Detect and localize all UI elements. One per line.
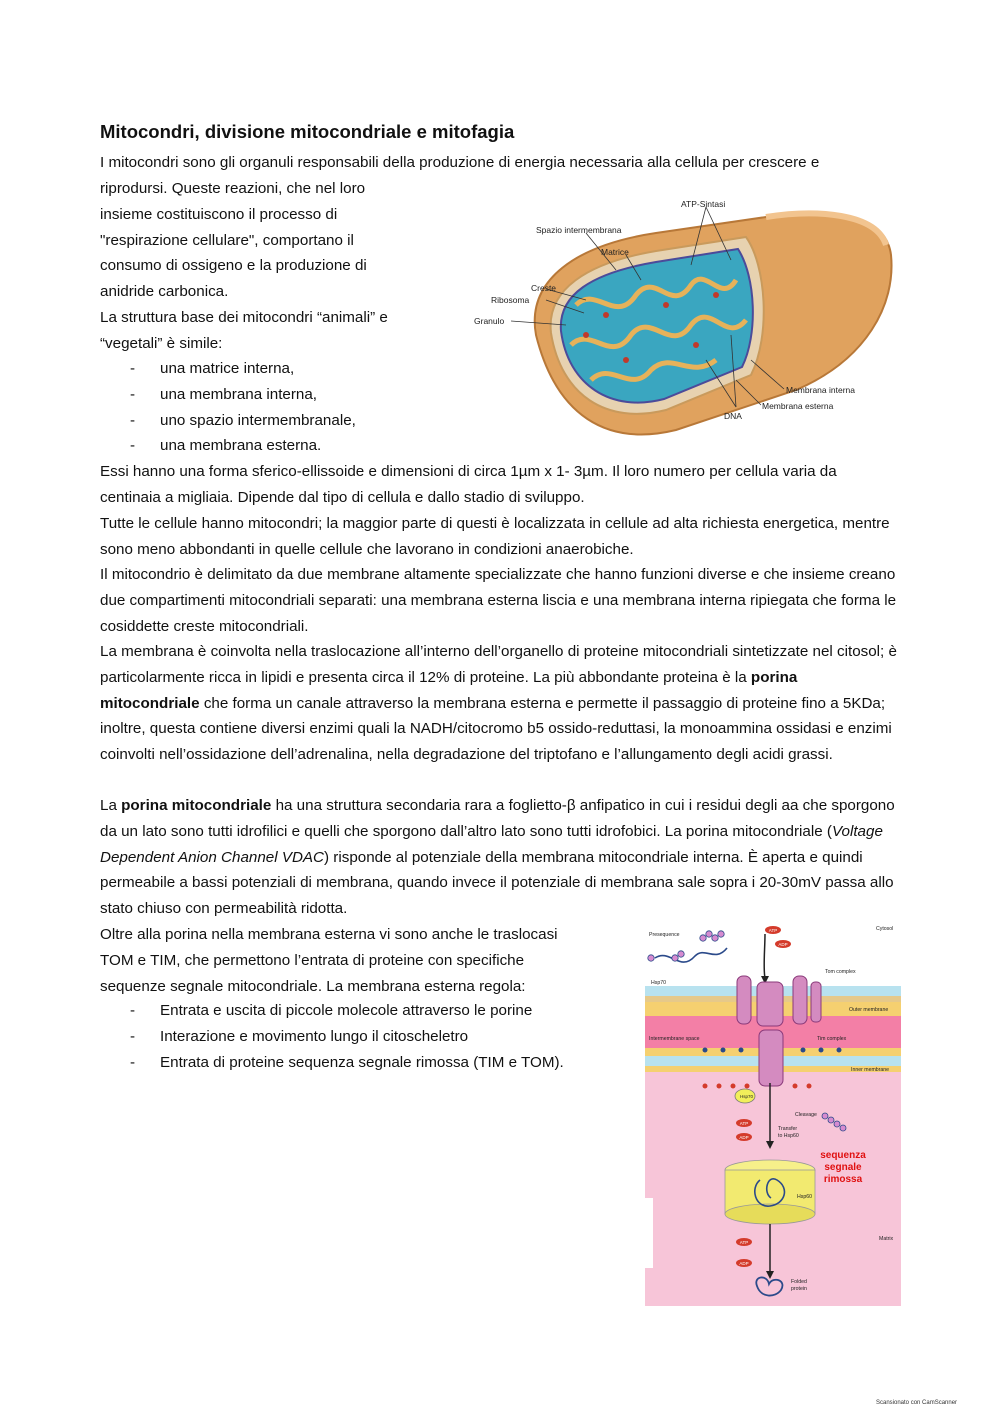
- vdac-text-c: ) risponde al potenziale della membrana mitocondriale interna. È aperta e quindi permeabile a bassi potenziali di membrana, quando invece il potenziale di membrana sale sopra i 20-30mV passa allo stato chiuso con permeabilità ridotta.: [100, 848, 894, 918]
- label-ribosoma: Ribosoma: [491, 295, 530, 305]
- label-dna: DNA: [724, 411, 742, 421]
- outer-membrane-list: [100, 998, 564, 1075]
- label-segnale: segnale: [824, 1162, 862, 1173]
- label-spazio-intermembrana: Spazio intermembrana: [536, 225, 622, 235]
- page-title: Mitocondri, divisione mitocondriale e mitofagia: [100, 121, 515, 142]
- label-atp-2: ATP: [739, 1121, 749, 1126]
- intro-line-5: anidride carbonica.: [100, 283, 229, 301]
- intro-line: I mitocondri sono gli organuli responsabili della produzione di energia necessaria alla cellula per crescere e: [100, 154, 820, 171]
- protein-import-diagram: [645, 918, 901, 1306]
- vdac-italic: Voltage Dependent Anion Channel VDAC: [100, 822, 883, 866]
- label-tim-complex: Tim complex: [817, 1036, 847, 1042]
- porin-bold: porina mitocondriale: [100, 668, 798, 712]
- vdac-text-b: ha una struttura secondaria rara a foglietto-β anfipatico in cui i residui degli aa che sporgono da un lato sono tutti idrofilici e quelli che sporgono dall’altro lato sono tutti idrofobici. La porina mitocondriale (: [100, 797, 895, 840]
- intro-line-7: “vegetali” è simile:: [100, 334, 223, 352]
- label-hsp70-top: Hsp70: [651, 980, 666, 986]
- label-folded: Folded: [791, 1279, 807, 1285]
- label-granulo: Granulo: [474, 316, 505, 326]
- label-cleavage: Cleavage: [795, 1112, 817, 1118]
- paragraph-cells: Tutte le cellule hanno mitocondri; la maggior parte di questi è localizzata in cellule ad alta richiesta energetica, mentre sono meno abbondanti in quelle cellule che lavorano in condizioni anaerobiche.: [100, 515, 890, 558]
- label-atp-sintasi: ATP-Sintasi: [681, 199, 726, 209]
- paragraph-porin: [100, 639, 900, 768]
- porin-text-a: La membrana è coinvolta nella traslocazione all’interno dell’organello di proteine mitocondriali sintetizzate nel citosol; è particolarmente ricca in lipidi e presenta circa il 12% di proteine. La più abbondante proteina è la: [100, 643, 897, 686]
- label-transfer: Transfer: [778, 1126, 798, 1132]
- label-hsp60: Hsp60: [797, 1194, 812, 1200]
- mitochondrion-diagram: [466, 185, 900, 443]
- label-adp-3: ADP: [739, 1261, 749, 1266]
- label-atp-3: ATP: [739, 1240, 749, 1245]
- label-tom-complex: Tom complex: [825, 969, 856, 975]
- label-atp-1: ATP: [768, 928, 778, 933]
- label-rimossa: rimossa: [823, 1174, 863, 1185]
- structure-list: [100, 356, 356, 459]
- label-creste: Creste: [531, 283, 557, 293]
- intro-line-6: La struttura base dei mitocondri “animali” e: [100, 308, 388, 326]
- label-protein: protein: [791, 1286, 807, 1292]
- label-membrana-esterna: Membrana esterna: [762, 401, 834, 411]
- label-to-hsp60: to Hsp60: [778, 1133, 799, 1139]
- intro-line-3: "respirazione cellulare", comportano il: [100, 231, 354, 249]
- intro-wrap: [100, 176, 460, 357]
- list-item: - una membrana esterna.: [100, 433, 356, 459]
- label-adp-1: ADP: [778, 942, 788, 947]
- list-item: - Interazione e movimento lungo il citoscheletro: [100, 1024, 564, 1050]
- label-intermembrane-space: Intermembrane space: [649, 1036, 700, 1042]
- translocase-wrap: [100, 922, 640, 999]
- label-membrana-interna: Membrana interna: [786, 385, 855, 395]
- intro-line-4: consumo di ossigeno e la produzione di: [100, 257, 367, 275]
- label-presequence: Presequence: [649, 932, 680, 938]
- translocase-line-1: Oltre alla porina nella membrana esterna vi sono anche le traslocasi: [100, 926, 558, 943]
- list-item: - Entrata e uscita di piccole molecole attraverso le porine: [100, 998, 564, 1024]
- label-cytosol: Cytosol: [876, 926, 894, 932]
- scanner-footer: Scansionato con CamScanner: [876, 1400, 958, 1406]
- label-matrix: Matrix: [879, 1236, 894, 1242]
- label-adp-2: ADP: [739, 1135, 749, 1140]
- list-item: - uno spazio intermembranale,: [100, 408, 356, 434]
- label-sequenza: sequenza: [820, 1150, 866, 1161]
- vdac-text-a: La: [100, 797, 122, 814]
- intro-line-2: insieme costituiscono il processo di: [100, 205, 338, 223]
- porin-text-b: che forma un canale attraverso la membrana esterna e permette il passaggio di proteine fino a 5KDa; inoltre, questa contiene diversi enzimi quali la NADH/citocromo b5 ossido-reduttasi, la monoammina ossidasi e enzimi coinvolti nell’ossidazione dell’adrenalina, nella degradazione del triptofano e l’allungamento degli acidi grassi.: [100, 694, 892, 764]
- paragraph-vdac: [100, 793, 900, 922]
- translocase-line-3: sequenze segnale mitocondriale. La membrana esterna regola:: [100, 977, 526, 995]
- translocase-line-2: TOM e TIM, che permettono l’entrata di proteine con specifiche: [100, 951, 525, 969]
- label-hsp70-mid: Hsp70: [740, 1094, 754, 1099]
- label-matrice: Matrice: [601, 247, 629, 257]
- list-item: - Entrata di proteine sequenza segnale rimossa (TIM e TOM).: [100, 1050, 564, 1076]
- paragraph-shape: Essi hanno una forma sferico-ellissoide e dimensioni di circa 1µm x 1- 3µm. Il loro numero per cellula varia da centinaia a migliaia. Dipende dal tipo di cellula e dallo stadio di sviluppo.: [100, 463, 837, 506]
- label-inner-membrane: Inner membrane: [851, 1067, 890, 1073]
- paragraph-membranes: Il mitocondrio è delimitato da due membrane altamente specializzate che hanno funzioni diverse e che insieme creano due compartimenti mitocondriali separati: una membrana esterna liscia e una membrana interna ripiegata che forma le cosiddette creste mitocondriali.: [100, 566, 897, 635]
- list-item: - una membrana interna,: [100, 382, 356, 408]
- label-outer-membrane: Outer membrane: [849, 1007, 889, 1013]
- list-item: - una matrice interna,: [100, 356, 356, 382]
- vdac-bold: porina mitocondriale: [121, 797, 272, 814]
- intro-line-1: riprodursi. Queste reazioni, che nel loro: [100, 180, 366, 197]
